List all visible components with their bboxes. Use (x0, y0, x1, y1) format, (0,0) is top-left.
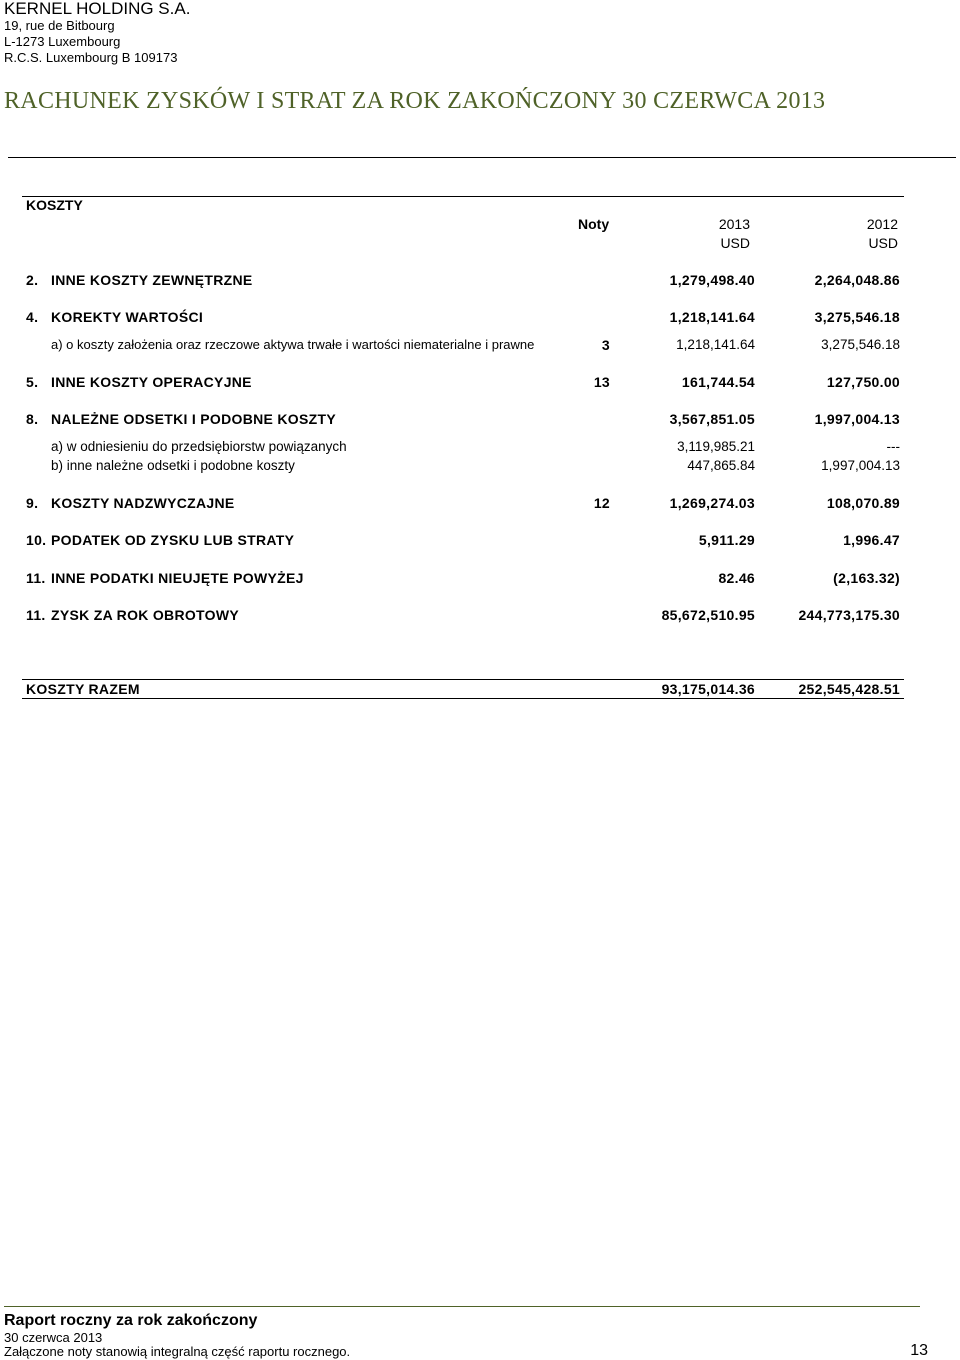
company-address-city: L-1273 Luxembourg (4, 34, 121, 49)
value-2013: 1,279,498.40 (669, 272, 755, 288)
row-number: 2. (26, 272, 39, 288)
row-number: 10. (26, 532, 47, 548)
value-2013: 82.46 (718, 570, 755, 586)
row-label: INNE KOSZTY ZEWNĘTRZNE (51, 272, 253, 288)
company-header (4, 0, 190, 66)
footer-note: Załączone noty stanowią integralną część raportu rocznego. (4, 1344, 351, 1359)
value-2013: 5,911.29 (698, 532, 755, 548)
row-note: 3 (601, 337, 610, 353)
row-label: KOREKTY WARTOŚCI (51, 309, 204, 325)
total-label: KOSZTY RAZEM (26, 681, 140, 697)
row-label: PODATEK OD ZYSKU LUB STRATY (51, 532, 295, 548)
row-note: 12 (593, 495, 610, 511)
page-number: 13 (910, 1342, 928, 1359)
value-2012: 1,997,004.13 (814, 411, 900, 427)
row-number: 5. (26, 374, 39, 390)
value-2012: (2,163.32) (833, 570, 900, 586)
row-number: 11. (26, 607, 46, 623)
row-label: INNE PODATKI NIEUJĘTE POWYŻEJ (51, 570, 304, 586)
document-title: RACHUNEK ZYSKÓW I STRAT ZA ROK ZAKOŃCZONY 30 CZERWCA 2013 (4, 88, 826, 114)
footer-date: 30 czerwca 2013 (4, 1330, 103, 1345)
value-2012: 108,070.89 (826, 495, 900, 511)
value-2012: 3,275,546.18 (814, 309, 900, 325)
total-top-rule (22, 679, 904, 680)
company-name: KERNEL HOLDING S.A. (4, 0, 191, 18)
row-number: 8. (26, 411, 39, 427)
value-2013: 1,218,141.64 (669, 309, 755, 325)
column-header-year-2013: 2013 (718, 216, 750, 232)
row-label: KOSZTY NADZWYCZAJNE (51, 495, 235, 511)
row-label: a) o koszty założenia oraz rzeczowe aktywa trwałe i wartości niematerialne i prawne (51, 337, 535, 352)
row-label: b) inne należne odsetki i podobne koszty (51, 458, 295, 473)
row-note: 13 (593, 374, 610, 390)
value-2012: 3,275,546.18 (821, 337, 900, 352)
footer-title: Raport roczny za rok zakończony (4, 1312, 258, 1329)
row-number: 11. (26, 570, 46, 586)
column-header-noty: Noty (578, 216, 610, 232)
row-number: 4. (26, 309, 39, 325)
value-2012: --- (886, 439, 900, 454)
section-divider (22, 196, 904, 197)
total-value-2012: 252,545,428.51 (798, 681, 900, 697)
total-value-2013: 93,175,014.36 (661, 681, 755, 697)
row-label: ZYSK ZA ROK OBROTOWY (51, 607, 239, 623)
value-2013: 85,672,510.95 (661, 607, 755, 623)
value-2013: 3,119,985.21 (677, 439, 755, 454)
column-header-currency-2013: USD (720, 235, 750, 251)
company-address-street: 19, rue de Bitbourg (4, 18, 115, 33)
value-2012: 244,773,175.30 (798, 607, 900, 623)
value-2013: 1,218,141.64 (676, 337, 755, 352)
row-label: INNE KOSZTY OPERACYJNE (51, 374, 252, 390)
row-label: NALEŻNE ODSETKI I PODOBNE KOSZTY (51, 411, 336, 427)
value-2013: 161,744.54 (681, 374, 755, 390)
total-bottom-rule (22, 698, 904, 699)
column-header-currency-2012: USD (868, 235, 898, 251)
value-2012: 127,750.00 (826, 374, 900, 390)
title-divider (8, 157, 956, 158)
value-2012: 1,997,004.13 (821, 458, 900, 473)
value-2013: 3,567,851.05 (669, 411, 755, 427)
row-label: a) w odniesieniu do przedsiębiorstw powiązanych (51, 439, 347, 454)
column-header-year-2012: 2012 (866, 216, 898, 232)
footer-divider (4, 1306, 920, 1307)
value-2013: 1,269,274.03 (669, 495, 755, 511)
value-2013: 447,865.84 (687, 458, 755, 473)
value-2012: 1,996.47 (843, 532, 900, 548)
section-heading: KOSZTY (26, 197, 83, 213)
value-2012: 2,264,048.86 (814, 272, 900, 288)
company-registry: R.C.S. Luxembourg B 109173 (4, 50, 178, 65)
row-number: 9. (26, 495, 39, 511)
